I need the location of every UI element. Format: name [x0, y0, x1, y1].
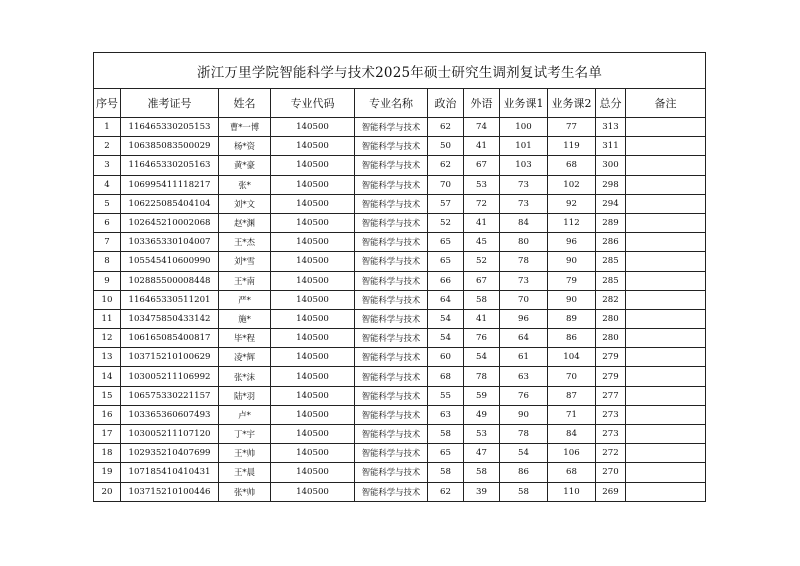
- cell-major-code: 140500: [271, 252, 355, 271]
- column-header-name: 姓名: [219, 89, 271, 118]
- cell-major-name: 智能科学与技术: [355, 444, 428, 463]
- cell-total: 298: [596, 175, 626, 194]
- cell-major-name: 智能科学与技术: [355, 405, 428, 424]
- cell-major-name: 智能科学与技术: [355, 309, 428, 328]
- cell-subject-1: 96: [500, 309, 548, 328]
- cell-politics: 64: [428, 290, 464, 309]
- cell-seq: 1: [94, 118, 121, 137]
- cell-major-code: 140500: [271, 175, 355, 194]
- cell-total: 270: [596, 463, 626, 482]
- cell-politics: 52: [428, 213, 464, 232]
- cell-subject-1: 86: [500, 463, 548, 482]
- cell-politics: 65: [428, 252, 464, 271]
- cell-total: 289: [596, 213, 626, 232]
- cell-major-name: 智能科学与技术: [355, 137, 428, 156]
- cell-major-code: 140500: [271, 386, 355, 405]
- cell-name: 丁*宇: [219, 425, 271, 444]
- cell-politics: 66: [428, 271, 464, 290]
- cell-major-code: 140500: [271, 367, 355, 386]
- cell-foreign-language: 59: [464, 386, 500, 405]
- cell-seq: 9: [94, 271, 121, 290]
- cell-seq: 18: [94, 444, 121, 463]
- cell-subject-1: 63: [500, 367, 548, 386]
- cell-seq: 3: [94, 156, 121, 175]
- column-header-remarks: 备注: [626, 89, 706, 118]
- cell-name: 张*沫: [219, 367, 271, 386]
- cell-foreign-language: 41: [464, 213, 500, 232]
- cell-foreign-language: 54: [464, 348, 500, 367]
- cell-exam-id: 106575330221157: [121, 386, 219, 405]
- cell-major-code: 140500: [271, 425, 355, 444]
- cell-name: 王*帅: [219, 444, 271, 463]
- cell-subject-2: 112: [548, 213, 596, 232]
- cell-seq: 8: [94, 252, 121, 271]
- cell-total: 313: [596, 118, 626, 137]
- table-row: [94, 329, 706, 348]
- cell-foreign-language: 53: [464, 175, 500, 194]
- cell-subject-1: 103: [500, 156, 548, 175]
- cell-politics: 58: [428, 463, 464, 482]
- cell-total: 285: [596, 252, 626, 271]
- cell-exam-id: 102885500008448: [121, 271, 219, 290]
- table-row: [94, 405, 706, 424]
- cell-subject-2: 68: [548, 156, 596, 175]
- cell-seq: 2: [94, 137, 121, 156]
- table-row: [94, 271, 706, 290]
- cell-politics: 70: [428, 175, 464, 194]
- cell-politics: 65: [428, 233, 464, 252]
- cell-foreign-language: 67: [464, 271, 500, 290]
- cell-subject-2: 90: [548, 252, 596, 271]
- cell-major-name: 智能科学与技术: [355, 463, 428, 482]
- cell-major-name: 智能科学与技术: [355, 367, 428, 386]
- cell-name: 曹*一博: [219, 118, 271, 137]
- cell-name: 卢*: [219, 405, 271, 424]
- cell-exam-id: 102935210407699: [121, 444, 219, 463]
- cell-major-code: 140500: [271, 482, 355, 501]
- cell-remarks: [626, 290, 706, 309]
- cell-politics: 62: [428, 482, 464, 501]
- table-row: [94, 233, 706, 252]
- cell-foreign-language: 67: [464, 156, 500, 175]
- cell-seq: 13: [94, 348, 121, 367]
- table-row: [94, 309, 706, 328]
- cell-remarks: [626, 213, 706, 232]
- cell-name: 杨*资: [219, 137, 271, 156]
- cell-subject-2: 71: [548, 405, 596, 424]
- cell-major-code: 140500: [271, 329, 355, 348]
- cell-total: 300: [596, 156, 626, 175]
- candidate-table: [93, 52, 706, 502]
- cell-subject-1: 90: [500, 405, 548, 424]
- cell-exam-id: 107185410410431: [121, 463, 219, 482]
- column-header-foreign-language: 外语: [464, 89, 500, 118]
- cell-major-name: 智能科学与技术: [355, 290, 428, 309]
- cell-foreign-language: 78: [464, 367, 500, 386]
- cell-politics: 54: [428, 329, 464, 348]
- column-header-seq: 序号: [94, 89, 121, 118]
- table-row: [94, 367, 706, 386]
- cell-subject-2: 119: [548, 137, 596, 156]
- cell-foreign-language: 45: [464, 233, 500, 252]
- cell-seq: 6: [94, 213, 121, 232]
- cell-exam-id: 106995411118217: [121, 175, 219, 194]
- cell-subject-2: 106: [548, 444, 596, 463]
- column-header-subject-1: 业务课1: [500, 89, 548, 118]
- cell-exam-id: 116465330205153: [121, 118, 219, 137]
- table-row: [94, 175, 706, 194]
- cell-subject-1: 73: [500, 271, 548, 290]
- cell-subject-1: 80: [500, 233, 548, 252]
- cell-name: 凌*辉: [219, 348, 271, 367]
- cell-major-name: 智能科学与技术: [355, 425, 428, 444]
- cell-total: 294: [596, 194, 626, 213]
- cell-major-code: 140500: [271, 118, 355, 137]
- cell-major-name: 智能科学与技术: [355, 118, 428, 137]
- column-header-exam-id: 准考证号: [121, 89, 219, 118]
- cell-major-code: 140500: [271, 444, 355, 463]
- cell-subject-2: 89: [548, 309, 596, 328]
- cell-remarks: [626, 118, 706, 137]
- cell-exam-id: 103365330104007: [121, 233, 219, 252]
- cell-subject-2: 77: [548, 118, 596, 137]
- cell-subject-1: 73: [500, 175, 548, 194]
- cell-remarks: [626, 175, 706, 194]
- cell-politics: 62: [428, 118, 464, 137]
- table-title: 浙江万里学院智能科学与技术2025年硕士研究生调剂复试考生名单: [94, 53, 706, 89]
- cell-remarks: [626, 405, 706, 424]
- cell-seq: 16: [94, 405, 121, 424]
- cell-remarks: [626, 156, 706, 175]
- cell-subject-1: 84: [500, 213, 548, 232]
- cell-name: 严*: [219, 290, 271, 309]
- cell-major-name: 智能科学与技术: [355, 386, 428, 405]
- cell-subject-2: 90: [548, 290, 596, 309]
- cell-exam-id: 105545410600990: [121, 252, 219, 271]
- cell-name: 黄*豪: [219, 156, 271, 175]
- table-row: [94, 213, 706, 232]
- cell-exam-id: 116465330511201: [121, 290, 219, 309]
- cell-subject-2: 86: [548, 329, 596, 348]
- cell-subject-1: 73: [500, 194, 548, 213]
- cell-remarks: [626, 482, 706, 501]
- cell-foreign-language: 41: [464, 137, 500, 156]
- table-row: [94, 444, 706, 463]
- cell-name: 陆*羽: [219, 386, 271, 405]
- cell-foreign-language: 76: [464, 329, 500, 348]
- cell-subject-1: 100: [500, 118, 548, 137]
- cell-subject-1: 61: [500, 348, 548, 367]
- cell-major-name: 智能科学与技术: [355, 194, 428, 213]
- cell-exam-id: 106385083500029: [121, 137, 219, 156]
- cell-exam-id: 103005211106992: [121, 367, 219, 386]
- table-row: [94, 290, 706, 309]
- cell-seq: 15: [94, 386, 121, 405]
- cell-politics: 57: [428, 194, 464, 213]
- cell-major-name: 智能科学与技术: [355, 175, 428, 194]
- table-row: [94, 252, 706, 271]
- cell-foreign-language: 58: [464, 290, 500, 309]
- cell-name: 刘*雪: [219, 252, 271, 271]
- cell-subject-2: 68: [548, 463, 596, 482]
- cell-remarks: [626, 425, 706, 444]
- cell-major-code: 140500: [271, 194, 355, 213]
- cell-subject-2: 70: [548, 367, 596, 386]
- table-body: [94, 118, 706, 502]
- table-row: [94, 118, 706, 137]
- cell-total: 269: [596, 482, 626, 501]
- table-row: [94, 348, 706, 367]
- cell-remarks: [626, 252, 706, 271]
- cell-total: 311: [596, 137, 626, 156]
- cell-subject-1: 54: [500, 444, 548, 463]
- cell-foreign-language: 49: [464, 405, 500, 424]
- cell-foreign-language: 41: [464, 309, 500, 328]
- cell-major-code: 140500: [271, 156, 355, 175]
- cell-politics: 58: [428, 425, 464, 444]
- cell-major-code: 140500: [271, 137, 355, 156]
- cell-seq: 20: [94, 482, 121, 501]
- cell-foreign-language: 39: [464, 482, 500, 501]
- cell-remarks: [626, 329, 706, 348]
- cell-total: 272: [596, 444, 626, 463]
- cell-major-code: 140500: [271, 348, 355, 367]
- cell-exam-id: 103005211107120: [121, 425, 219, 444]
- cell-name: 刘*文: [219, 194, 271, 213]
- cell-remarks: [626, 348, 706, 367]
- cell-remarks: [626, 444, 706, 463]
- cell-politics: 54: [428, 309, 464, 328]
- cell-major-code: 140500: [271, 290, 355, 309]
- cell-subject-2: 84: [548, 425, 596, 444]
- cell-major-code: 140500: [271, 463, 355, 482]
- column-header-politics: 政治: [428, 89, 464, 118]
- cell-subject-1: 78: [500, 252, 548, 271]
- cell-remarks: [626, 233, 706, 252]
- cell-politics: 62: [428, 156, 464, 175]
- cell-foreign-language: 58: [464, 463, 500, 482]
- cell-total: 277: [596, 386, 626, 405]
- cell-politics: 55: [428, 386, 464, 405]
- cell-major-code: 140500: [271, 271, 355, 290]
- cell-name: 张*帅: [219, 482, 271, 501]
- table-row: [94, 425, 706, 444]
- cell-seq: 10: [94, 290, 121, 309]
- cell-subject-2: 104: [548, 348, 596, 367]
- cell-foreign-language: 47: [464, 444, 500, 463]
- cell-exam-id: 106165085400817: [121, 329, 219, 348]
- cell-seq: 17: [94, 425, 121, 444]
- cell-exam-id: 102645210002068: [121, 213, 219, 232]
- column-header-major-name: 专业名称: [355, 89, 428, 118]
- cell-major-code: 140500: [271, 233, 355, 252]
- cell-remarks: [626, 271, 706, 290]
- cell-major-name: 智能科学与技术: [355, 348, 428, 367]
- table-row: [94, 156, 706, 175]
- cell-major-code: 140500: [271, 309, 355, 328]
- cell-major-name: 智能科学与技术: [355, 156, 428, 175]
- column-header-total: 总分: [596, 89, 626, 118]
- cell-politics: 60: [428, 348, 464, 367]
- cell-politics: 68: [428, 367, 464, 386]
- cell-exam-id: 116465330205163: [121, 156, 219, 175]
- cell-total: 280: [596, 329, 626, 348]
- cell-total: 282: [596, 290, 626, 309]
- table-row: [94, 482, 706, 501]
- column-header-major-code: 专业代码: [271, 89, 355, 118]
- cell-name: 赵*渊: [219, 213, 271, 232]
- cell-total: 285: [596, 271, 626, 290]
- cell-name: 张*: [219, 175, 271, 194]
- cell-subject-1: 101: [500, 137, 548, 156]
- cell-remarks: [626, 137, 706, 156]
- table-row: [94, 463, 706, 482]
- cell-foreign-language: 52: [464, 252, 500, 271]
- cell-politics: 65: [428, 444, 464, 463]
- column-header-subject-2: 业务课2: [548, 89, 596, 118]
- table-row: [94, 386, 706, 405]
- cell-subject-2: 102: [548, 175, 596, 194]
- cell-seq: 7: [94, 233, 121, 252]
- cell-total: 273: [596, 425, 626, 444]
- cell-remarks: [626, 386, 706, 405]
- cell-remarks: [626, 367, 706, 386]
- cell-subject-2: 87: [548, 386, 596, 405]
- cell-major-name: 智能科学与技术: [355, 213, 428, 232]
- cell-exam-id: 103715210100446: [121, 482, 219, 501]
- cell-seq: 5: [94, 194, 121, 213]
- cell-remarks: [626, 463, 706, 482]
- cell-name: 王*南: [219, 271, 271, 290]
- cell-exam-id: 103475850433142: [121, 309, 219, 328]
- cell-subject-2: 92: [548, 194, 596, 213]
- cell-seq: 12: [94, 329, 121, 348]
- cell-total: 286: [596, 233, 626, 252]
- cell-subject-2: 96: [548, 233, 596, 252]
- cell-major-name: 智能科学与技术: [355, 482, 428, 501]
- cell-major-name: 智能科学与技术: [355, 329, 428, 348]
- cell-exam-id: 106225085404104: [121, 194, 219, 213]
- cell-exam-id: 103715210100629: [121, 348, 219, 367]
- cell-remarks: [626, 194, 706, 213]
- cell-major-name: 智能科学与技术: [355, 252, 428, 271]
- cell-name: 王*晨: [219, 463, 271, 482]
- cell-major-name: 智能科学与技术: [355, 271, 428, 290]
- cell-exam-id: 103365360607493: [121, 405, 219, 424]
- cell-remarks: [626, 309, 706, 328]
- cell-total: 279: [596, 367, 626, 386]
- cell-politics: 50: [428, 137, 464, 156]
- cell-major-code: 140500: [271, 405, 355, 424]
- cell-subject-1: 76: [500, 386, 548, 405]
- cell-subject-1: 78: [500, 425, 548, 444]
- cell-major-code: 140500: [271, 213, 355, 232]
- cell-major-name: 智能科学与技术: [355, 233, 428, 252]
- cell-seq: 4: [94, 175, 121, 194]
- cell-subject-1: 70: [500, 290, 548, 309]
- cell-seq: 19: [94, 463, 121, 482]
- cell-subject-2: 79: [548, 271, 596, 290]
- cell-total: 273: [596, 405, 626, 424]
- cell-total: 280: [596, 309, 626, 328]
- cell-foreign-language: 72: [464, 194, 500, 213]
- cell-seq: 14: [94, 367, 121, 386]
- cell-politics: 63: [428, 405, 464, 424]
- cell-subject-1: 58: [500, 482, 548, 501]
- cell-seq: 11: [94, 309, 121, 328]
- table-row: [94, 137, 706, 156]
- cell-subject-2: 110: [548, 482, 596, 501]
- cell-total: 279: [596, 348, 626, 367]
- cell-foreign-language: 74: [464, 118, 500, 137]
- cell-foreign-language: 53: [464, 425, 500, 444]
- cell-name: 王*杰: [219, 233, 271, 252]
- cell-name: 毕*程: [219, 329, 271, 348]
- header-row: [94, 89, 706, 118]
- table-row: [94, 194, 706, 213]
- cell-name: 施*: [219, 309, 271, 328]
- cell-subject-1: 64: [500, 329, 548, 348]
